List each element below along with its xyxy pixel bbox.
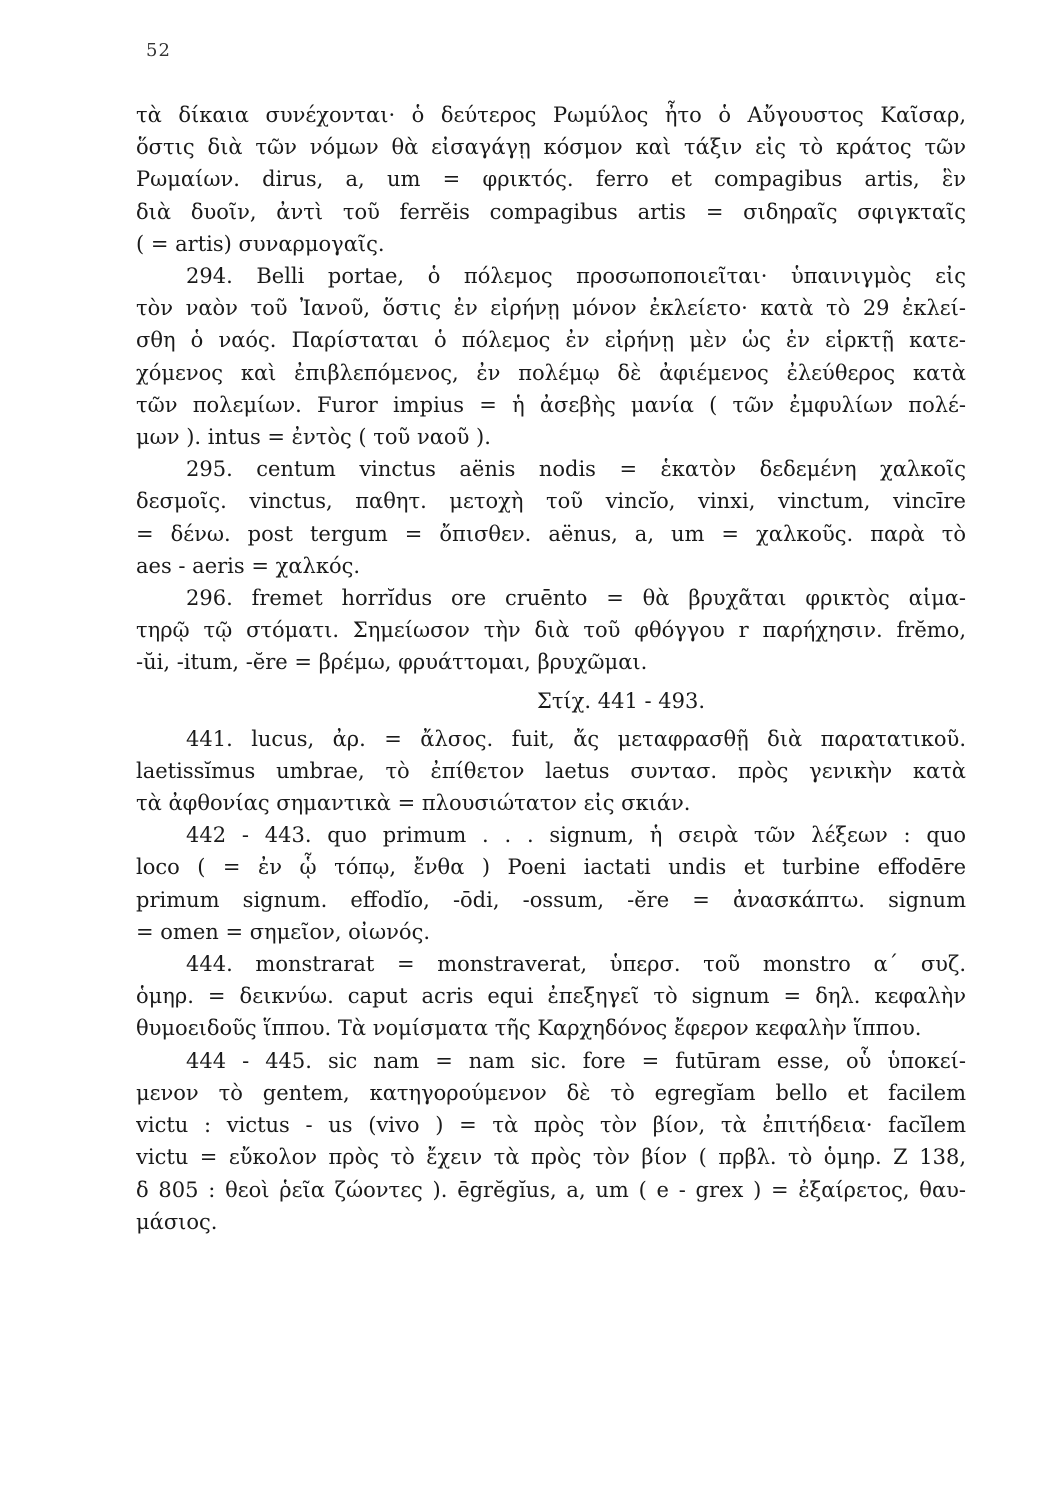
text-line: ὅστις διὰ τῶν νόμων θὰ εἰσαγάγῃ κόσμον καὶ τάξιν εἰς τὸ κράτος τῶν [136,135,966,160]
paragraph-295 [136,453,966,582]
text-line: τὰ ἀφθονίας σημαντικὰ = πλουσιώτατον εἰς σκιάν. [136,791,691,816]
paragraph-294 [136,260,966,453]
text-line: primum signum. effodĭo, -ōdi, -ossum, -ĕre = ἀνασκάπτω. signum [136,887,966,912]
text-line: Ρωμαίων. dirus, a, um = φρικτός. ferro et compagibus artis, ἓν [136,167,966,192]
text-line: 442 - 443. quo primum . . . signum, ἡ σειρὰ τῶν λέξεων : quo [186,823,966,848]
text-line: 441. lucus, ἀρ. = ἄλσος. fuit, ἄς μεταφρασθῇ διὰ παρατατικοῦ. [186,726,966,751]
paragraph-441 [136,723,966,820]
text-line: τῶν πολεμίων. Furor impius = ἡ ἀσεβὴς μανία ( τῶν ἐμφυλίων πολέ- [136,392,966,417]
page-number: 52 [146,40,171,61]
text-line: ( = artis) συναρμογαῖς. [136,231,385,256]
text-line: 444 - 445. sic nam = nam sic. fore = futūram esse, οὗ ὑποκεί- [186,1048,966,1073]
text-line: μάσιος. [136,1209,218,1234]
text-line: aes - aeris = χαλκός. [136,553,361,578]
text-line: 444. monstrarat = monstraverat, ὑπερσ. τοῦ monstro α΄ συζ. [186,952,966,977]
text-line: laetissĭmus umbrae, τὸ ἐπίθετον laetus συντασ. πρὸς γενικὴν κατὰ [136,758,966,783]
paragraph-0 [136,99,966,260]
text-line: διὰ δυοῖν, ἀντὶ τοῦ ferrĕis compagibus artis = σιδηραῖς σφιγκταῖς [136,199,966,224]
text-line: victu : victus - us (vivo ) = τὰ πρὸς τὸν βίον, τὰ ἐπιτήδεια· facĭlem [136,1113,966,1138]
text-line: = omen = σημεῖον, οἰωνός. [136,919,431,944]
paragraph-442-443 [136,819,966,948]
text-line: τὰ δίκαια συνέχονται· ὁ δεύτερος Ρωμύλος ἦτο ὁ Αὔγουστος Καῖσαρ, [136,103,966,127]
paragraph-444 [136,948,966,1045]
text-line: loco ( = ἐν ᾧ τόπῳ, ἔνθα ) Poeni iactati undis et turbine effodēre [136,855,966,880]
text-line: δ 805 : θεοὶ ῥεῖα ζώοντες ). ēgrĕgĭus, a, um ( e - grex ) = ἐξαίρετος, θαυ- [136,1177,966,1202]
text-body [136,99,966,1238]
text-line: -ŭi, -itum, -ĕre = βρέμω, φρυάττομαι, βρυχῶμαι. [136,650,648,675]
text-line: μων ). intus = ἐντὸς ( τοῦ ναοῦ ). [136,425,491,450]
paragraph-444-445 [136,1045,966,1238]
section-heading: Στίχ. 441 - 493. [536,688,706,713]
text-line: τηρῷ τῷ στόματι. Σημείωσον τὴν διὰ τοῦ φθόγγου r παρήχησιν. frĕmo, [136,618,966,643]
text-line: χόμενος καὶ ἐπιβλεπόμενος, ἐν πολέμῳ δὲ ἀφιέμενος ἐλεύθερος κατὰ [136,360,966,385]
text-line: μενον τὸ gentem, κατηγορούμενον δὲ τὸ egregĭam bello et facilem [136,1080,966,1105]
text-line: 294. Belli portae, ὁ πόλεμος προσωποποιεῖται· ὑπαινιγμὸς εἰς [186,264,966,289]
text-line: θυμοειδοῦς ἵππου. Τὰ νομίσματα τῆς Καρχηδόνος ἔφερον κεφαλὴν ἵππου. [136,1016,922,1041]
text-line: = δένω. post tergum = ὄπισθεν. aënus, a, um = χαλκοῦς. παρὰ τὸ [136,521,966,546]
text-line: 295. centum vinctus aënis nodis = ἑκατὸν δεδεμένη χαλκοῖς [186,457,966,482]
text-line: ὁμηρ. = δεικνύω. caput acris equi ἐπεξηγεῖ τὸ signum = δηλ. κεφαλὴν [136,984,966,1009]
text-line: σθη ὁ ναός. Παρίσταται ὁ πόλεμος ἐν εἰρήνῃ μὲν ὡς ἐν εἱρκτῇ κατε- [136,328,966,353]
text-line: δεσμοῖς. vinctus, παθητ. μετοχὴ τοῦ vincĭo, vinxi, vinctum, vincīre [136,489,966,514]
text-line: victu = εὔκολον πρὸς τὸ ἔχειν τὰ πρὸς τὸν βίον ( πρβλ. τὸ ὁμηρ. Ζ 138, [136,1145,966,1170]
text-line: 296. fremet horrĭdus ore cruēnto = θὰ βρυχᾶται φρικτὸς αἱμα- [186,586,966,611]
text-line: τὸν ναὸν τοῦ Ἰανοῦ, ὅστις ἐν εἰρήνῃ μόνον ἐκλείετο· κατὰ τὸ 29 ἐκλεί- [136,296,966,321]
paragraph-296 [136,582,966,679]
